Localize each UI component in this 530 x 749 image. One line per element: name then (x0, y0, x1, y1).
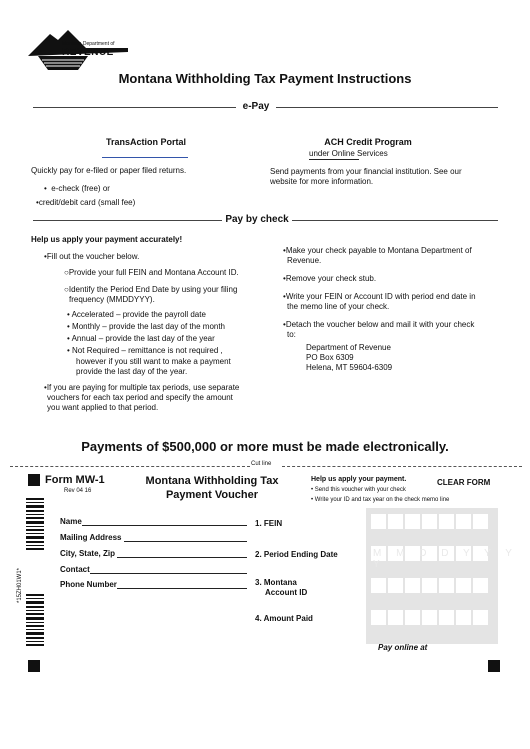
label-account-id-2: Account ID (265, 588, 308, 597)
label-account-id-1: 3. Montana (255, 578, 297, 587)
voucher-help-title: Help us apply your payment. (311, 476, 407, 483)
label-fein: 1. FEIN (255, 519, 283, 528)
clear-form-button[interactable]: CLEAR FORM (437, 478, 491, 487)
account-id-input[interactable] (371, 578, 488, 593)
registration-mark-bottom-left (28, 660, 40, 672)
address-line-2: PO Box 6309 (306, 353, 354, 362)
freq-cont-1: however if you still want to make a payment (76, 357, 231, 366)
barcode-text: *15ZH01W1* (17, 567, 23, 603)
right-3: •Write your FEIN or Account ID with period end date in (283, 292, 476, 301)
check-help: Help us apply your payment accurately! (31, 235, 183, 244)
logo-dept-text: Montana Department of (62, 41, 115, 47)
freq-not-required: • Not Required – remittance is not required , (67, 346, 223, 355)
field-label-city-state-zip: City, State, Zip (60, 549, 115, 558)
epay-heading: e-Pay (242, 101, 270, 112)
mailing-address-input[interactable] (124, 541, 247, 542)
multi-period-1: •If you are paying for multiple tax periods, use separate (44, 383, 240, 392)
registration-mark-bottom-right (488, 660, 500, 672)
check-sub2: ○Identify the Period End Date by using your filing (64, 285, 238, 294)
check-fill: •Fill out the voucher below. (44, 252, 140, 261)
cut-line-dashes-left (10, 466, 250, 467)
right-1-cont: Revenue. (287, 256, 322, 265)
voucher-help-item-2: • Write your ID and tax year on the check memo line (311, 497, 450, 503)
form-number: Form MW-1 (45, 474, 105, 486)
contact-input[interactable] (90, 573, 247, 574)
check-sub1: ○Provide your full FEIN and Montana Account ID. (64, 268, 239, 277)
label-amount-paid: 4. Amount Paid (255, 614, 313, 623)
freq-cont-2: provide the last day of the year. (76, 367, 188, 376)
right-2: •Remove your check stub. (283, 274, 377, 283)
field-label-name: Name (60, 517, 82, 526)
multi-period-3: you want applied to that period. (47, 403, 159, 412)
ach-desc-1: Send payments from your financial institution. See our (270, 167, 462, 176)
city-state-zip-input[interactable] (117, 557, 247, 558)
transaction-portal-title: TransAction Portal (105, 137, 186, 147)
right-4: •Detach the voucher below and mail it with your check (283, 320, 475, 329)
right-3-cont: the memo line of your check. (287, 302, 390, 311)
form-revision: Rev 04 16 (64, 488, 92, 494)
cut-line-label: Cut line (251, 461, 272, 467)
voucher-title-2: Payment Voucher (165, 489, 259, 501)
freq-monthly: • Monthly – provide the last day of the month (67, 322, 226, 331)
label-period-ending: 2. Period Ending Date (255, 550, 338, 559)
address-line-1: Department of Revenue (306, 343, 391, 352)
voucher-title-1: Montana Withholding Tax (145, 475, 279, 487)
ach-title: ACH Credit Program (324, 137, 412, 147)
portal-desc: Quickly pay for e-filed or paper filed returns. (31, 166, 187, 175)
right-1: •Make your check payable to Montana Department of (283, 246, 472, 255)
barcode (26, 498, 44, 646)
cut-line-dashes-right (282, 466, 522, 467)
ach-online-services-link[interactable]: under Online Services (309, 149, 388, 158)
check-sub2-cont: frequency (MMDDYYY). (69, 295, 155, 304)
ach-desc-2: website for more information. (270, 177, 374, 186)
right-4-cont: to: (287, 330, 296, 339)
electronic-notice: Payments of $500,000 or more must be made electronically. (81, 439, 449, 454)
freq-accelerated: • Accelerated – provide the payroll date (67, 310, 206, 319)
transaction-portal-link[interactable] (102, 157, 188, 158)
phone-input[interactable] (117, 588, 247, 589)
field-label-contact: Contact (60, 565, 90, 574)
freq-annual: • Annual – provide the last day of the year (67, 334, 215, 343)
fein-input[interactable] (371, 514, 488, 529)
date-format-hint: M M D D Y Y Y Y (373, 548, 518, 570)
logo-revenue-text: REVENUE (62, 47, 114, 58)
voucher-help-item-1: • Send this voucher with your check (311, 487, 406, 493)
name-input[interactable] (82, 525, 247, 526)
field-label-phone: Phone Number (60, 580, 117, 589)
field-label-mailing-address: Mailing Address (60, 533, 122, 542)
address-line-3: Helena, MT 59604-6309 (306, 363, 393, 372)
multi-period-2: vouchers for each tax period and specify the amount (47, 393, 233, 402)
portal-item-card: •credit/debit card (small fee) (36, 198, 136, 207)
page-title: Montana Withholding Tax Payment Instructions (118, 71, 412, 86)
pay-by-check-heading: Pay by check (225, 214, 289, 225)
pay-online-text: Pay online at (378, 643, 428, 652)
portal-item-echeck: • e-check (free) or (44, 184, 110, 193)
registration-mark-top-left (28, 474, 40, 486)
amount-paid-input[interactable] (371, 610, 488, 625)
